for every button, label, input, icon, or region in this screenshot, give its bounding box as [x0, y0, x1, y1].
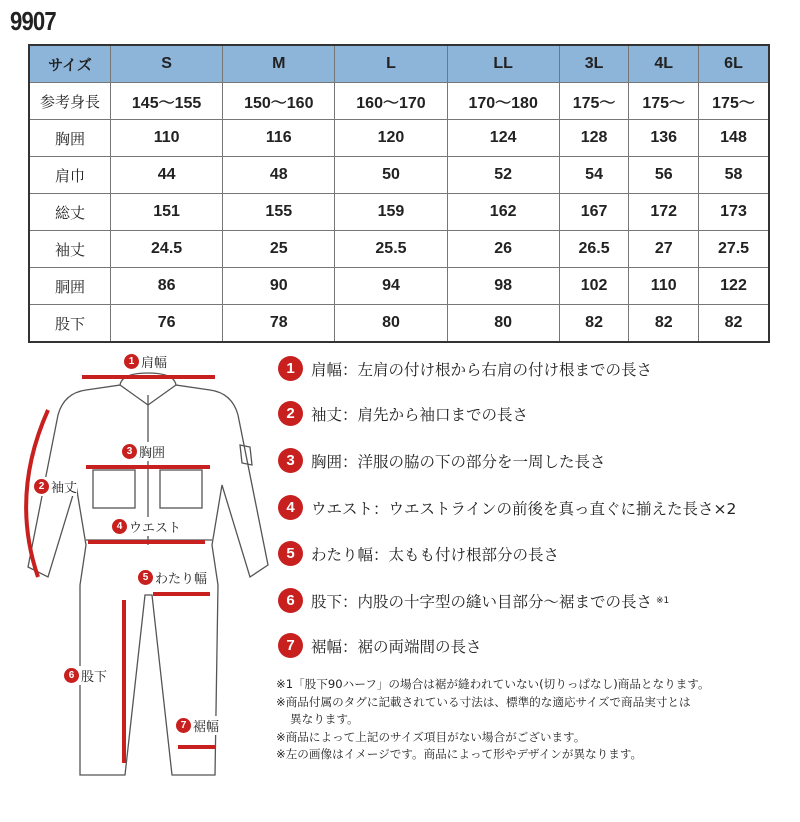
number-badge: 6: [278, 588, 303, 613]
legend-item: [278, 448, 606, 473]
diagram-label-2: [34, 477, 77, 496]
legend-text: わたり幅：太もも付け根部分の長さ: [311, 545, 560, 564]
table-cell: 162: [447, 194, 559, 231]
legend-text: 裾幅：裾の両端間の長さ: [311, 637, 482, 656]
label-text: ウエスト: [129, 521, 182, 536]
table-cell: 80: [335, 305, 447, 343]
label-text: 袖丈: [51, 481, 78, 496]
legend-text: 股下：内股の十字型の縫い目部分〜裾までの長さ: [311, 592, 653, 611]
number-badge: 3: [278, 448, 303, 473]
table-cell: 98: [447, 268, 559, 305]
table-cell: 82: [699, 305, 769, 343]
label-text: 肩幅: [141, 356, 168, 371]
table-cell: 148: [699, 120, 769, 157]
table-cell: 120: [335, 120, 447, 157]
number-badge: 5: [138, 570, 153, 585]
diagram-label-6: [64, 666, 107, 685]
row-header: 肩巾: [29, 157, 111, 194]
table-cell: 90: [223, 268, 335, 305]
number-badge: 5: [278, 541, 303, 566]
table-cell: 26.5: [559, 231, 629, 268]
table-cell: 82: [629, 305, 699, 343]
note: 異なります。: [290, 712, 359, 726]
table-row: [29, 268, 769, 305]
number-badge: 3: [122, 444, 137, 459]
row-header: 胸囲: [29, 120, 111, 157]
label-text: 裾幅: [193, 720, 220, 735]
row-header: 総丈: [29, 194, 111, 231]
table-cell: 110: [111, 120, 223, 157]
number-badge: 4: [278, 495, 303, 520]
number-badge: 1: [278, 356, 303, 381]
table-cell: 167: [559, 194, 629, 231]
table-cell: 155: [223, 194, 335, 231]
table-cell: 52: [447, 157, 559, 194]
table-cell: 48: [223, 157, 335, 194]
legend-item: [278, 541, 559, 566]
legend-text: 袖丈：肩先から袖口までの長さ: [311, 405, 529, 424]
table-cell: 76: [111, 305, 223, 343]
table-cell: 82: [559, 305, 629, 343]
legend-item: [278, 495, 736, 520]
table-cell: 54: [559, 157, 629, 194]
diagram-label-3: [122, 442, 165, 461]
table-cell: 25.5: [335, 231, 447, 268]
table-row: [29, 120, 769, 157]
table-cell: 26: [447, 231, 559, 268]
header-cell: 4L: [629, 45, 699, 83]
size-table: [28, 44, 770, 343]
header-cell: LL: [447, 45, 559, 83]
table-cell: 94: [335, 268, 447, 305]
diagram-label-5: [138, 568, 207, 587]
table-cell: 170〜180: [447, 83, 559, 120]
table-cell: 175〜: [559, 83, 629, 120]
diagram-label-4: [112, 517, 181, 536]
table-cell: 136: [629, 120, 699, 157]
number-badge: 2: [34, 479, 49, 494]
table-header-row: [29, 45, 769, 83]
table-cell: 110: [629, 268, 699, 305]
table-cell: 58: [699, 157, 769, 194]
header-cell: L: [335, 45, 447, 83]
table-cell: 159: [335, 194, 447, 231]
table-cell: 102: [559, 268, 629, 305]
header-cell: M: [223, 45, 335, 83]
note: ※1「股下90ハーフ」の場合は裾が縫われていない(切りっぱなし)商品となります。: [276, 677, 710, 691]
table-cell: 122: [699, 268, 769, 305]
table-cell: 173: [699, 194, 769, 231]
table-row: [29, 231, 769, 268]
row-header: 胴囲: [29, 268, 111, 305]
table-cell: 27: [629, 231, 699, 268]
table-cell: 151: [111, 194, 223, 231]
number-badge: 6: [64, 668, 79, 683]
label-text: 股下: [81, 670, 108, 685]
number-badge: 4: [112, 519, 127, 534]
row-header: 股下: [29, 305, 111, 343]
table-cell: 56: [629, 157, 699, 194]
number-badge: 2: [278, 401, 303, 426]
legend-text: ウエスト：ウエストラインの前後を真っ直ぐに揃えた長さ×2: [311, 499, 737, 518]
number-badge: 1: [124, 354, 139, 369]
coverall-diagram: [0, 345, 270, 822]
table-cell: 25: [223, 231, 335, 268]
table-cell: 145〜155: [111, 83, 223, 120]
number-badge: 7: [176, 718, 191, 733]
note: ※左の画像はイメージです。商品によって形やデザインが異なります。: [276, 747, 643, 761]
table-cell: 44: [111, 157, 223, 194]
table-row: [29, 305, 769, 343]
table-row: [29, 157, 769, 194]
table-cell: 150〜160: [223, 83, 335, 120]
table-cell: 175〜: [629, 83, 699, 120]
table-row: [29, 194, 769, 231]
table-cell: 175〜: [699, 83, 769, 120]
header-cell: 3L: [559, 45, 629, 83]
label-text: わたり幅: [155, 572, 208, 587]
note: ※商品付属のタグに記載されている寸法は、標準的な適応サイズで商品実寸とは: [276, 694, 691, 709]
row-header: 参考身長: [29, 83, 111, 120]
label-text: 胸囲: [139, 446, 166, 461]
legend-item: [278, 401, 528, 426]
note: ※商品によって上記のサイズ項目がない場合がございます。: [276, 729, 586, 744]
legend-item: [278, 356, 652, 381]
footnote-ref: ※1: [656, 595, 670, 606]
table-cell: 116: [223, 120, 335, 157]
table-cell: 24.5: [111, 231, 223, 268]
legend-text: 胸囲：洋服の脇の下の部分を一周した長さ: [311, 452, 606, 471]
diagram-label-7: [176, 716, 219, 735]
table-row: [29, 83, 769, 120]
header-cell: 6L: [699, 45, 769, 83]
legend-text: 肩幅：左肩の付け根から右肩の付け根までの長さ: [311, 360, 653, 379]
header-cell: S: [111, 45, 223, 83]
table-cell: 128: [559, 120, 629, 157]
header-cell: サイズ: [29, 45, 111, 83]
row-header: 袖丈: [29, 231, 111, 268]
table-cell: 27.5: [699, 231, 769, 268]
table-cell: 160〜170: [335, 83, 447, 120]
table-cell: 80: [447, 305, 559, 343]
table-cell: 50: [335, 157, 447, 194]
table-cell: 86: [111, 268, 223, 305]
product-number: 9907: [10, 6, 56, 36]
notes: [276, 676, 786, 764]
legend-item: [278, 588, 669, 613]
table-cell: 172: [629, 194, 699, 231]
diagram-label-1: [124, 352, 167, 371]
number-badge: 7: [278, 633, 303, 658]
legend-item: [278, 633, 482, 658]
table-cell: 78: [223, 305, 335, 343]
table-cell: 124: [447, 120, 559, 157]
